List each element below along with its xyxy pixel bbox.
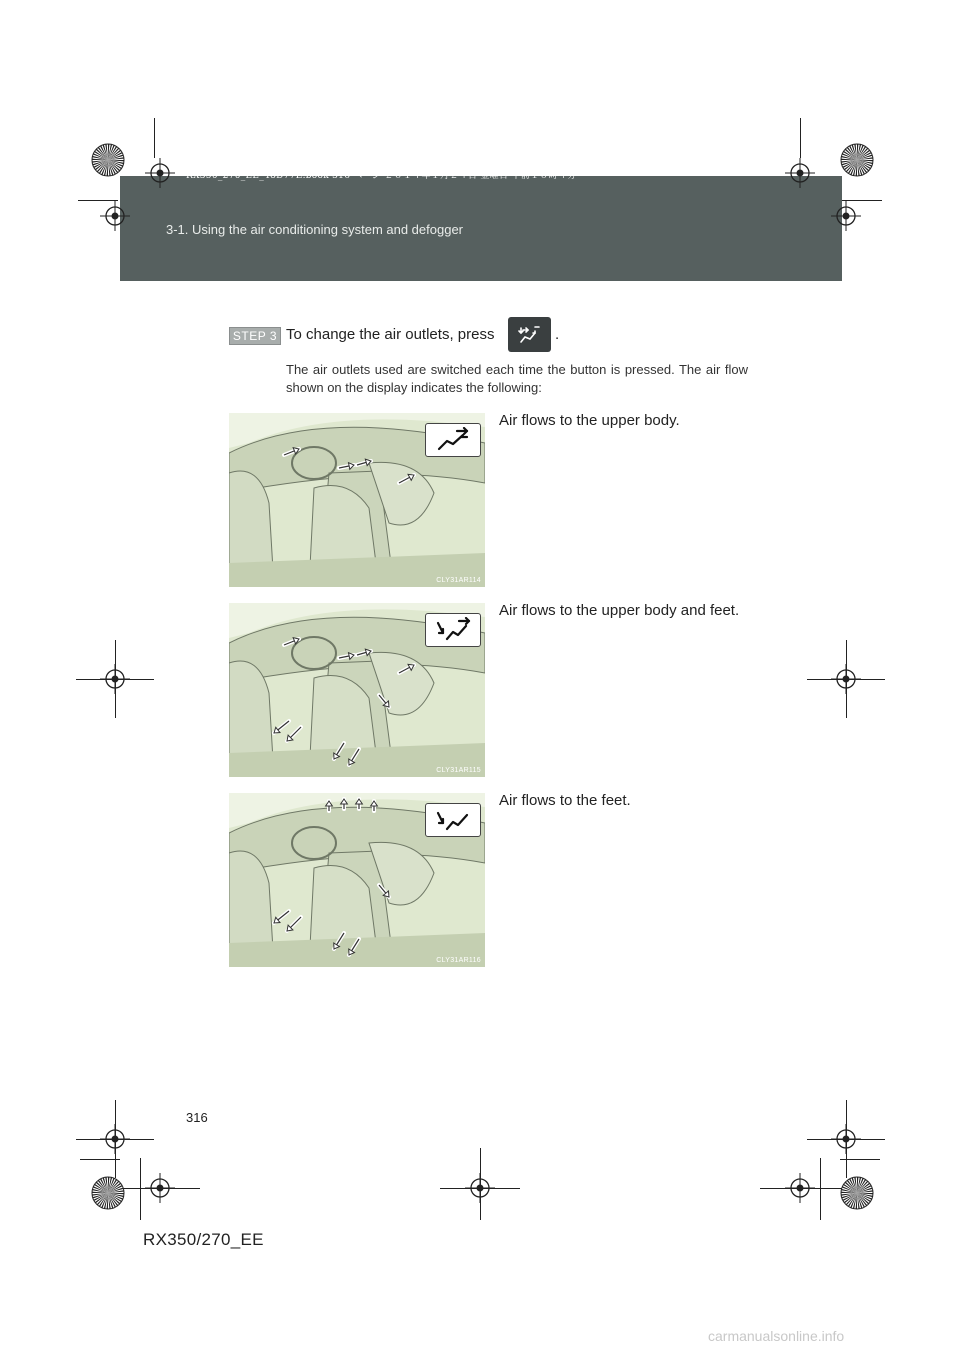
registration-mark-icon	[465, 1173, 495, 1203]
caption-upper-body: Air flows to the upper body.	[499, 412, 680, 429]
caption-upper-body-feet: Air flows to the upper body and feet.	[499, 602, 740, 619]
registration-mark-icon	[145, 158, 175, 188]
registration-mark-icon	[831, 201, 861, 231]
model-label: RX350/270_EE	[143, 1230, 264, 1249]
registration-mark-icon	[785, 1173, 815, 1203]
registration-mark-icon	[145, 1173, 175, 1203]
crop-line	[800, 118, 801, 158]
step-period: .	[555, 326, 560, 343]
crop-line	[140, 1158, 141, 1220]
instruction-note: The air outlets used are switched each time the button is pressed. The air flow shown on the display indicates the following:	[286, 362, 748, 395]
figure-feet	[229, 793, 485, 967]
figure-code: CLY31AR115	[436, 767, 481, 774]
sunburst-mark-icon	[91, 1176, 125, 1210]
crop-line	[840, 1159, 880, 1160]
figure-upper-body-feet	[229, 603, 485, 777]
caption-feet: Air flows to the feet.	[499, 792, 631, 809]
crop-line	[80, 1159, 120, 1160]
crop-line	[820, 1158, 821, 1220]
watermark: carmanualsonline.info	[708, 1328, 845, 1344]
airflow-feet-icon	[425, 803, 481, 837]
registration-mark-icon	[100, 201, 130, 231]
figure-upper-body	[229, 413, 485, 587]
section-title: 3-1. Using the air conditioning system and defogger	[166, 222, 464, 237]
registration-mark-icon	[785, 158, 815, 188]
crop-line	[76, 679, 154, 680]
sunburst-mark-icon	[91, 143, 125, 177]
registration-mark-icon	[831, 1124, 861, 1154]
air-outlet-mode-button-icon	[508, 317, 551, 352]
sunburst-mark-icon	[840, 1176, 874, 1210]
airflow-upper-body-icon	[425, 423, 481, 457]
print-info: RX350_270_EE_48D77E.book 316 ページ ２０１４年１月２４日 金曜日 午前１０時４分	[186, 171, 577, 181]
step-badge: STEP 3	[229, 327, 281, 345]
registration-mark-icon	[100, 1124, 130, 1154]
crop-line	[807, 679, 885, 680]
figure-code: CLY31AR114	[436, 577, 481, 584]
page-number: 316	[186, 1110, 208, 1125]
airflow-upper-body-feet-icon	[425, 613, 481, 647]
crop-line	[842, 200, 882, 201]
crop-line	[154, 118, 155, 158]
step-instruction: To change the air outlets, press	[286, 326, 495, 343]
sunburst-mark-icon	[840, 143, 874, 177]
figure-code: CLY31AR116	[436, 957, 481, 964]
crop-line	[78, 200, 118, 201]
